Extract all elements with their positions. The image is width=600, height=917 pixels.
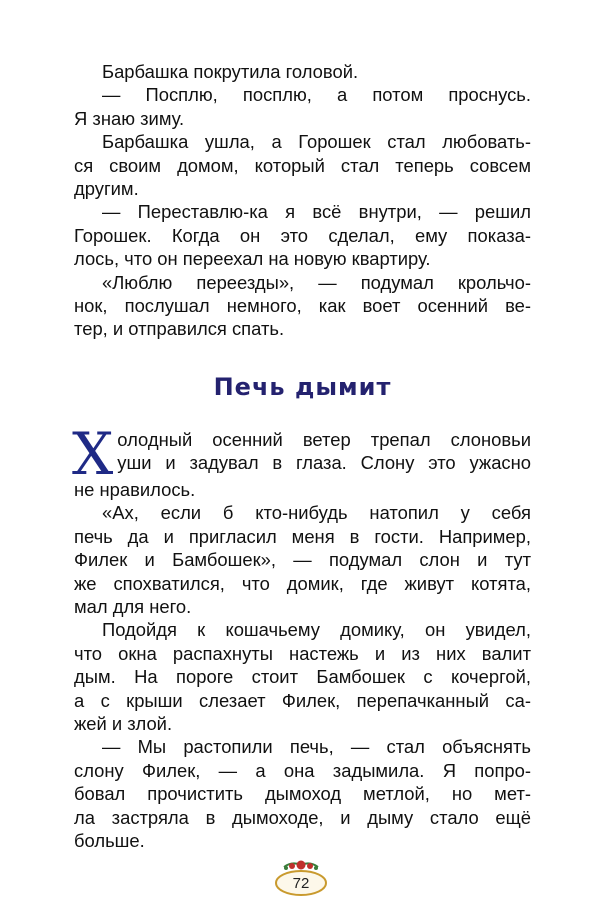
text-line: нок, послушал немного, как воет осенний ве-: [74, 295, 531, 317]
text-line: дым. На пороге стоит Бамбошек с кочергой,: [74, 666, 531, 688]
text-line: — Посплю, посплю, а потом проснусь.: [102, 84, 531, 106]
text-line: Барбашка ушла, а Горошек стал любовать-: [102, 131, 531, 153]
drop-cap: Х: [72, 420, 114, 488]
page-footer: [266, 855, 336, 899]
text-line: «Ах, если б кто-нибудь натопил у себя: [102, 502, 531, 524]
text-line: что окна распахнуты настежь и из них валит: [74, 642, 531, 664]
text-line: печь да и пригласил меня в гости. Например,: [74, 525, 531, 547]
text-line: ся своим домом, который стал теперь совсем: [74, 154, 531, 176]
text-line: не нравилось.: [74, 479, 196, 500]
text-line: Филек и Бамбошек», — подумал слон и тут: [74, 549, 531, 571]
section-2-lines: [74, 478, 531, 853]
text-line: тер, и отправился спать.: [74, 318, 285, 340]
text-line: «Люблю переезды», — подумал крольчо-: [102, 271, 531, 293]
text-line: ла застряла в дымоходе, и дыму стало ещё: [74, 806, 531, 828]
text-line: а с крыши слезает Филек, перепачканный са-: [74, 689, 531, 711]
dropcap-line: [74, 428, 531, 475]
text-line: Горошек. Когда он это сделал, ему показа-: [74, 224, 531, 246]
text-line: жей и злой.: [74, 713, 173, 735]
text-line: больше.: [74, 830, 145, 852]
text-line: Барбашка покрутила головой.: [102, 61, 359, 82]
text-line: другим.: [74, 178, 139, 200]
text-section-2: [72, 420, 531, 853]
text-line: мал для него.: [74, 596, 192, 618]
text-line: же спохватился, что домик, где живут котята,: [74, 572, 531, 594]
text-line: бовал прочистить дымоход метлой, но мет-: [74, 783, 531, 805]
text-section-1: [74, 60, 531, 341]
text-line: — Переставлю-ка я всё внутри, — решил: [102, 201, 531, 223]
text-line: уши и задувал в глаза. Слону это ужасно: [117, 452, 531, 474]
text-line: Я знаю зиму.: [74, 107, 185, 129]
text-line: олодный осенний ветер трепал слоновьи: [117, 429, 531, 450]
chapter-title: Печь дымит: [213, 373, 392, 401]
text-line: Подойдя к кошачьему домику, он увидел,: [102, 619, 531, 641]
text-line: — Мы растопили печь, — стал объяснять: [102, 736, 531, 758]
text-line: слону Филек, — а она задымила. Я попро-: [74, 759, 531, 781]
page-number: 72: [292, 875, 310, 892]
book-page: [74, 0, 531, 917]
text-line: лось, что он переехал на новую квартиру.: [74, 248, 431, 270]
